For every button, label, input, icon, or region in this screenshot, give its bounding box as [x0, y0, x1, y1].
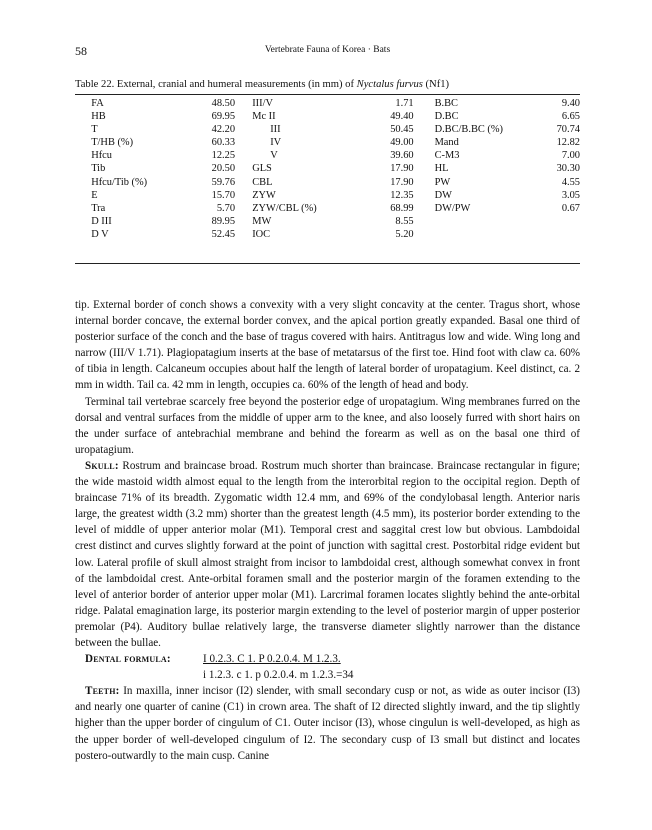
- table-cell-value: 68.99: [390, 202, 414, 214]
- dental-formula-heading: Dental formula:: [85, 653, 171, 666]
- table-spacer: [75, 110, 91, 123]
- table-cell-value: 7.00: [561, 150, 580, 162]
- table-spacer: [414, 97, 435, 110]
- dental-formula-upper: I 0.2.3. C 1. P 0.2.0.4. M 1.2.3.: [203, 653, 341, 666]
- table-row: [75, 176, 580, 189]
- table-cell-label: IV: [270, 137, 282, 149]
- paragraph-skull: [75, 458, 580, 651]
- table-spacer: [235, 228, 252, 241]
- table-cell-label: CBL: [252, 176, 273, 188]
- table-row: [75, 215, 580, 228]
- table-spacer: [235, 189, 252, 202]
- caption-species: Nyctalus furvus: [356, 79, 423, 90]
- table-cell-label: D.BC/B.BC (%): [434, 124, 503, 136]
- table-cell-value: 49.40: [390, 111, 414, 123]
- table-spacer: [75, 215, 91, 228]
- table-cell-value: 17.90: [390, 163, 414, 175]
- table-row: [75, 97, 580, 110]
- table-cell-value: 3.05: [561, 189, 580, 201]
- paragraph-teeth: [75, 683, 580, 763]
- table-row: [75, 149, 580, 162]
- table-spacer: [235, 215, 252, 228]
- table-cell-value: 4.55: [561, 176, 580, 188]
- table-cell-label: Hfcu: [91, 150, 112, 162]
- table-cell-value: 89.95: [211, 215, 236, 227]
- table-cell-label: V: [270, 150, 278, 162]
- table-row: [75, 202, 580, 215]
- table-cell-label: GLS: [252, 163, 272, 175]
- table-spacer: [414, 215, 435, 228]
- table-row: [75, 110, 580, 123]
- table-cell-value: 50.45: [390, 124, 414, 136]
- table-cell-value: 12.35: [390, 189, 414, 201]
- table-spacer: [235, 97, 252, 110]
- table-cell-label: Mand: [434, 137, 459, 149]
- table-spacer: [414, 123, 435, 136]
- table-cell-value: 69.95: [211, 111, 236, 123]
- table-caption: [75, 79, 580, 90]
- teeth-heading: Teeth:: [85, 685, 120, 698]
- table-cell-label: HB: [91, 111, 106, 123]
- table-cell-label: DW: [434, 189, 452, 201]
- table-cell-value: 8.55: [395, 215, 414, 227]
- table-cell-label: D V: [91, 228, 109, 240]
- page-number: 58: [75, 44, 87, 58]
- table-cell-label: D III: [91, 215, 112, 227]
- table-cell-value: 17.90: [390, 176, 414, 188]
- table-row: [75, 228, 580, 241]
- caption-prefix: Table 22. External, cranial and humeral measurements (in mm) of: [75, 79, 357, 90]
- table-spacer: [414, 149, 435, 162]
- table-cell-label: MW: [252, 215, 272, 227]
- table-cell-value: 6.65: [561, 111, 580, 123]
- table-cell-label: Tib: [91, 163, 106, 175]
- table-cell-value: 12.82: [556, 137, 580, 149]
- table-spacer: [75, 189, 91, 202]
- table-cell-label: T/HB (%): [91, 137, 134, 149]
- table-spacer: [235, 202, 252, 215]
- table-cell-label: Mc II: [252, 111, 276, 123]
- table-cell-label: ZYW: [252, 189, 276, 201]
- table-cell-value: 20.50: [211, 163, 236, 175]
- page-header: [75, 44, 580, 60]
- caption-suffix: (Nf1): [422, 79, 450, 90]
- table-cell-value: 0.67: [561, 202, 580, 214]
- table-spacer: [75, 202, 91, 215]
- table-cell-value: 42.20: [211, 124, 236, 136]
- table-spacer: [75, 176, 91, 189]
- table-spacer: [235, 110, 252, 123]
- paragraph-external: tip. External border of conch shows a convexity with a very slight concavity at the center. Tragus short, whose internal border concave, the external border convex, and the apical portion greatly expanded. Basal one third of posterior surface of the conch and the base of tragus covered with hairs. Antitragus low and wide. Wing long and narrow (III/V 1.71). Plagiopatagium inserts at the base of metatarsus of the first toe. Hind foot with claw ca. 60% of tibia in length. Calcaneum occupies about half the length of lateral border of uropatagium. Keel distinct, ca. 2 mm in width. Tail ca. 42 mm in length, occupies ca. 60% of the length of head and body.: [75, 299, 580, 392]
- table-spacer: [75, 97, 91, 110]
- table-cell-label: FA: [91, 98, 104, 109]
- table-row: [75, 162, 580, 175]
- table-cell-label: D.BC: [434, 111, 459, 123]
- table-cell-label: Tra: [91, 202, 106, 214]
- table-cell-value: 12.25: [211, 150, 236, 162]
- table-bottom-rule: [75, 263, 580, 264]
- dental-formula-upper-row: [75, 651, 580, 667]
- table-cell-label: ZYW/CBL (%): [252, 202, 317, 214]
- table-spacer: [414, 110, 435, 123]
- table-cell-value: 49.00: [390, 137, 414, 149]
- table-cell-value: 60.33: [211, 137, 236, 149]
- table-spacer: [75, 123, 91, 136]
- table-spacer: [235, 176, 252, 189]
- table-spacer: [414, 136, 435, 149]
- teeth-text: In maxilla, inner incisor (I2) slender, with small secondary cusp or not, as wide as outer incisor (I3) and nearly one quarter of canine (C1) in crown area. The shaft of I2 directed slightly inward, and the tip slightly higher than the upper border of cingulum of C1. Outer incisor (I3), whose cingulun is well-developed, as high as the upper border of well-developed cingulum of I2. The secondary cusp of I3 small but distinct and locates postero-outwardly to the main cusp. Canine: [75, 685, 580, 762]
- table-cell-value: 70.74: [556, 124, 580, 136]
- table-cell-label: [435, 215, 520, 228]
- skull-heading: Skull:: [85, 459, 119, 472]
- table-row: [75, 189, 580, 202]
- table-cell-label: IOC: [252, 228, 271, 240]
- table-spacer: [235, 123, 252, 136]
- table-cell-value: 48.50: [211, 98, 236, 109]
- table-cell-label: HL: [434, 163, 449, 175]
- table-row: [75, 123, 580, 136]
- table-cell-value: [520, 228, 580, 241]
- dental-formula-lower: i 1.2.3. c 1. p 0.2.0.4. m 1.2.3.=34: [203, 669, 354, 682]
- table-cell-label: III/V: [252, 98, 273, 109]
- running-title: Vertebrate Fauna of Korea · Bats: [264, 45, 391, 55]
- table-spacer: [235, 149, 252, 162]
- table-cell-value: 1.71: [395, 98, 414, 109]
- table-row: [75, 136, 580, 149]
- table-cell-value: 30.30: [556, 163, 580, 175]
- table-cell-label: E: [91, 189, 98, 201]
- table-spacer: [414, 228, 435, 241]
- table-cell-label: B.BC: [434, 98, 458, 109]
- table-cell-value: 9.40: [561, 98, 580, 109]
- table-spacer: [75, 162, 91, 175]
- table-cell-value: 5.70: [216, 202, 236, 214]
- paragraph-tail: Terminal tail vertebrae scarcely free beyond the posterior edge of uropatagium. Wing membranes furred on the dorsal and ventral surfaces from the middle of upper arm to the knee, and also loosely furred with short hairs on the under surface of antebrachial membrane and behind the forearm as well as on the basal one third of uropatagium.: [75, 395, 580, 456]
- measurement-table: [75, 97, 580, 241]
- table-cell-label: DW/PW: [434, 202, 471, 214]
- table-cell-value: [520, 215, 580, 228]
- table-spacer: [75, 136, 91, 149]
- table-top-rule: [75, 94, 580, 95]
- table-spacer: [414, 189, 435, 202]
- table-spacer: [75, 228, 91, 241]
- skull-text: Rostrum and braincase broad. Rostrum much shorter than braincase. Braincase rectangular in figure; the wide mastoid width almost equal to the length from the interorbital region to the occipital region. Depth of braincase 71% of its breadth. Zygomatic width 12.4 mm, and 69% of the condylobasal length. Anterior naris large, the greatest width (3.2 mm) shorter than the greatest length (4.5 mm), its posterior border extending to the level of middle of upper anterior molar (M1). Temporal crest and saggital crest low but obvious. Lambdoidal crest distinct and curves slightly forward at the point of junction with sagittal crest. Postorbital ridge evident but low. Lateral profile of skull almost straight from incisor to lambdoidal crest, although somewhat convex in front of the lambdoidal crest. Ante-orbital foramen small and the posterior margin of the foramen extending to the level of anterior border of anterior upper molar (M1). Larcrimal foramen locates slightly behind the ante-orbital ridge. Palatal emagination large, its posterior margin extending to the level of posterior margin of upper posterior premolar (P4). Auditory bullae relatively large, the transverse diameter slightly narrower than the distance between the bullae.: [75, 459, 580, 649]
- table-spacer: [235, 136, 252, 149]
- body-text: [75, 297, 580, 764]
- table-spacer: [414, 176, 435, 189]
- table-cell-label: [435, 228, 520, 241]
- table-cell-value: 59.76: [211, 176, 236, 188]
- table-spacer: [235, 162, 252, 175]
- table-spacer: [414, 162, 435, 175]
- table-cell-value: 15.70: [211, 189, 236, 201]
- table-spacer: [75, 149, 91, 162]
- table-cell-value: 5.20: [395, 228, 414, 240]
- table-cell-label: PW: [434, 176, 451, 188]
- table-spacer: [414, 202, 435, 215]
- table-cell-label: III: [270, 124, 281, 136]
- table-cell-value: 39.60: [390, 150, 414, 162]
- table-cell-label: C-M3: [434, 150, 460, 162]
- table-cell-label: T: [91, 124, 98, 136]
- table-cell-value: 52.45: [211, 228, 236, 240]
- dental-formula-lower-row: [75, 667, 580, 683]
- table-cell-label: Hfcu/Tib (%): [91, 176, 148, 188]
